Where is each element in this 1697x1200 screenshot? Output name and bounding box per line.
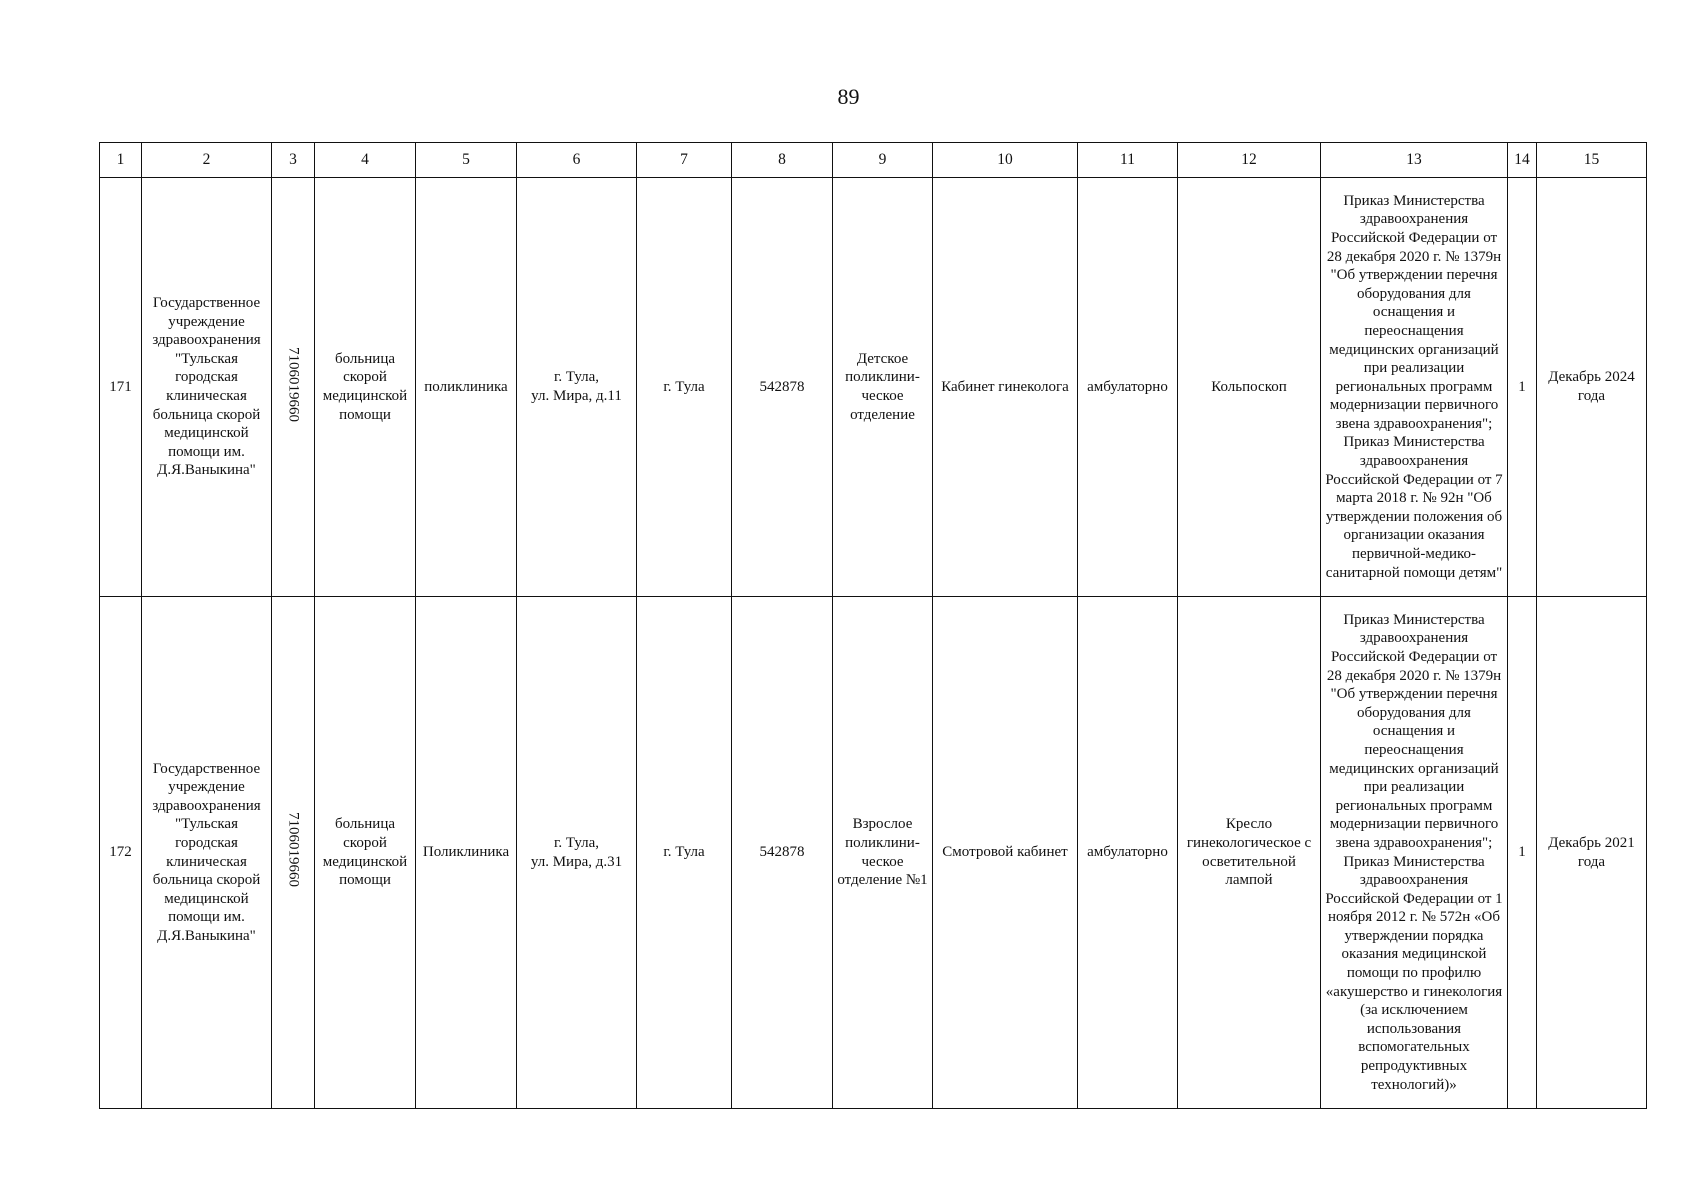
legal-basis-cell: Приказ Министерства здравоохранения Российской Федерации от 28 декабря 2020 г. № 1379н "Об утверждении перечня оборудования для оснащения и переоснащения медицинских организаций при реализации региональных программ модернизации первичного звена здравоохранения"; Приказ Министерства здравоохранения Российской Федерации от 7 марта 2018 г. № 92н "Об утверждении положения об организации оказания первичной-медико-санитарной помощи детям" xyxy=(1321,178,1508,597)
unit-cell: поликлиника xyxy=(416,178,517,597)
department-cell: Взрослое поликлини-ческое отделение №1 xyxy=(833,597,933,1109)
column-number-cell: 2 xyxy=(142,143,272,178)
column-number-cell: 15 xyxy=(1537,143,1647,178)
column-number-cell: 7 xyxy=(637,143,732,178)
column-number-cell: 8 xyxy=(732,143,833,178)
inn-cell xyxy=(272,178,315,597)
code-cell: 542878 xyxy=(732,597,833,1109)
address-cell xyxy=(517,178,637,597)
condition-cell: амбулаторно xyxy=(1078,597,1178,1109)
organization-cell: Государственное учреждение здравоохранения "Тульская городская клиническая больница скорой медицинской помощи им. Д.Я.Ваныкина" xyxy=(142,597,272,1109)
column-number-cell: 10 xyxy=(933,143,1078,178)
quantity-cell: 1 xyxy=(1508,597,1537,1109)
address-line-2: ул. Мира, д.31 xyxy=(530,853,623,870)
address-line-1: г. Тула, xyxy=(553,834,600,851)
inn-cell xyxy=(272,597,315,1109)
row-number-cell: 171 xyxy=(100,178,142,597)
organization-type-cell: больница скорой медицинской помощи xyxy=(315,597,416,1109)
equipment-cell: Кресло гинекологическое с осветительной лампой xyxy=(1178,597,1321,1109)
inn-text: 7106019660 xyxy=(285,346,302,422)
legal-basis-cell: Приказ Министерства здравоохранения Российской Федерации от 28 декабря 2020 г. № 1379н "Об утверждении перечня оборудования для оснащения и переоснащения медицинских организаций при реализации региональных программ модернизации первичного звена здравоохранения"; Приказ Министерства здравоохранения Российской Федерации от 1 ноября 2012 г. № 572н «Об утверждении порядка оказания медицинской помощи по профилю «акушерство и гинекология (за исключением использования вспомогательных репродуктивных технологий)» xyxy=(1321,597,1508,1109)
column-number-cell: 13 xyxy=(1321,143,1508,178)
deadline-cell: Декабрь 2021 года xyxy=(1537,597,1647,1109)
deadline-cell: Декабрь 2024 года xyxy=(1537,178,1647,597)
organization-cell: Государственное учреждение здравоохранения "Тульская городская клиническая больница скорой медицинской помощи им. Д.Я.Ваныкина" xyxy=(142,178,272,597)
code-cell: 542878 xyxy=(732,178,833,597)
column-number-cell: 6 xyxy=(517,143,637,178)
organization-type-cell: больница скорой медицинской помощи xyxy=(315,178,416,597)
column-number-cell: 11 xyxy=(1078,143,1178,178)
address-line-2: ул. Мира, д.11 xyxy=(531,388,622,404)
room-cell: Смотровой кабинет xyxy=(933,597,1078,1109)
column-number-cell: 9 xyxy=(833,143,933,178)
inn-text: 7106019660 xyxy=(285,812,302,888)
column-number-cell: 3 xyxy=(272,143,315,178)
city-cell: г. Тула xyxy=(637,597,732,1109)
table-row xyxy=(100,597,1647,1109)
condition-cell: амбулаторно xyxy=(1078,178,1178,597)
table-row xyxy=(100,178,1647,597)
equipment-cell: Кольпоскоп xyxy=(1178,178,1321,597)
page-number: 89 xyxy=(837,84,860,109)
column-number-cell: 5 xyxy=(416,143,517,178)
row-number-cell: 172 xyxy=(100,597,142,1109)
quantity-cell: 1 xyxy=(1508,178,1537,597)
department-cell: Детское поликлини-ческое отделение xyxy=(833,178,933,597)
column-number-cell: 14 xyxy=(1508,143,1537,178)
column-number-cell: 12 xyxy=(1178,143,1321,178)
address-line-1: г. Тула, xyxy=(553,369,600,386)
address-cell xyxy=(517,597,637,1109)
unit-cell: Поликлиника xyxy=(416,597,517,1109)
column-number-cell: 1 xyxy=(100,143,142,178)
city-cell: г. Тула xyxy=(637,178,732,597)
column-number-row xyxy=(100,143,1647,178)
column-number-cell: 4 xyxy=(315,143,416,178)
room-cell: Кабинет гинеколога xyxy=(933,178,1078,597)
equipment-registry-table xyxy=(99,142,1647,1109)
